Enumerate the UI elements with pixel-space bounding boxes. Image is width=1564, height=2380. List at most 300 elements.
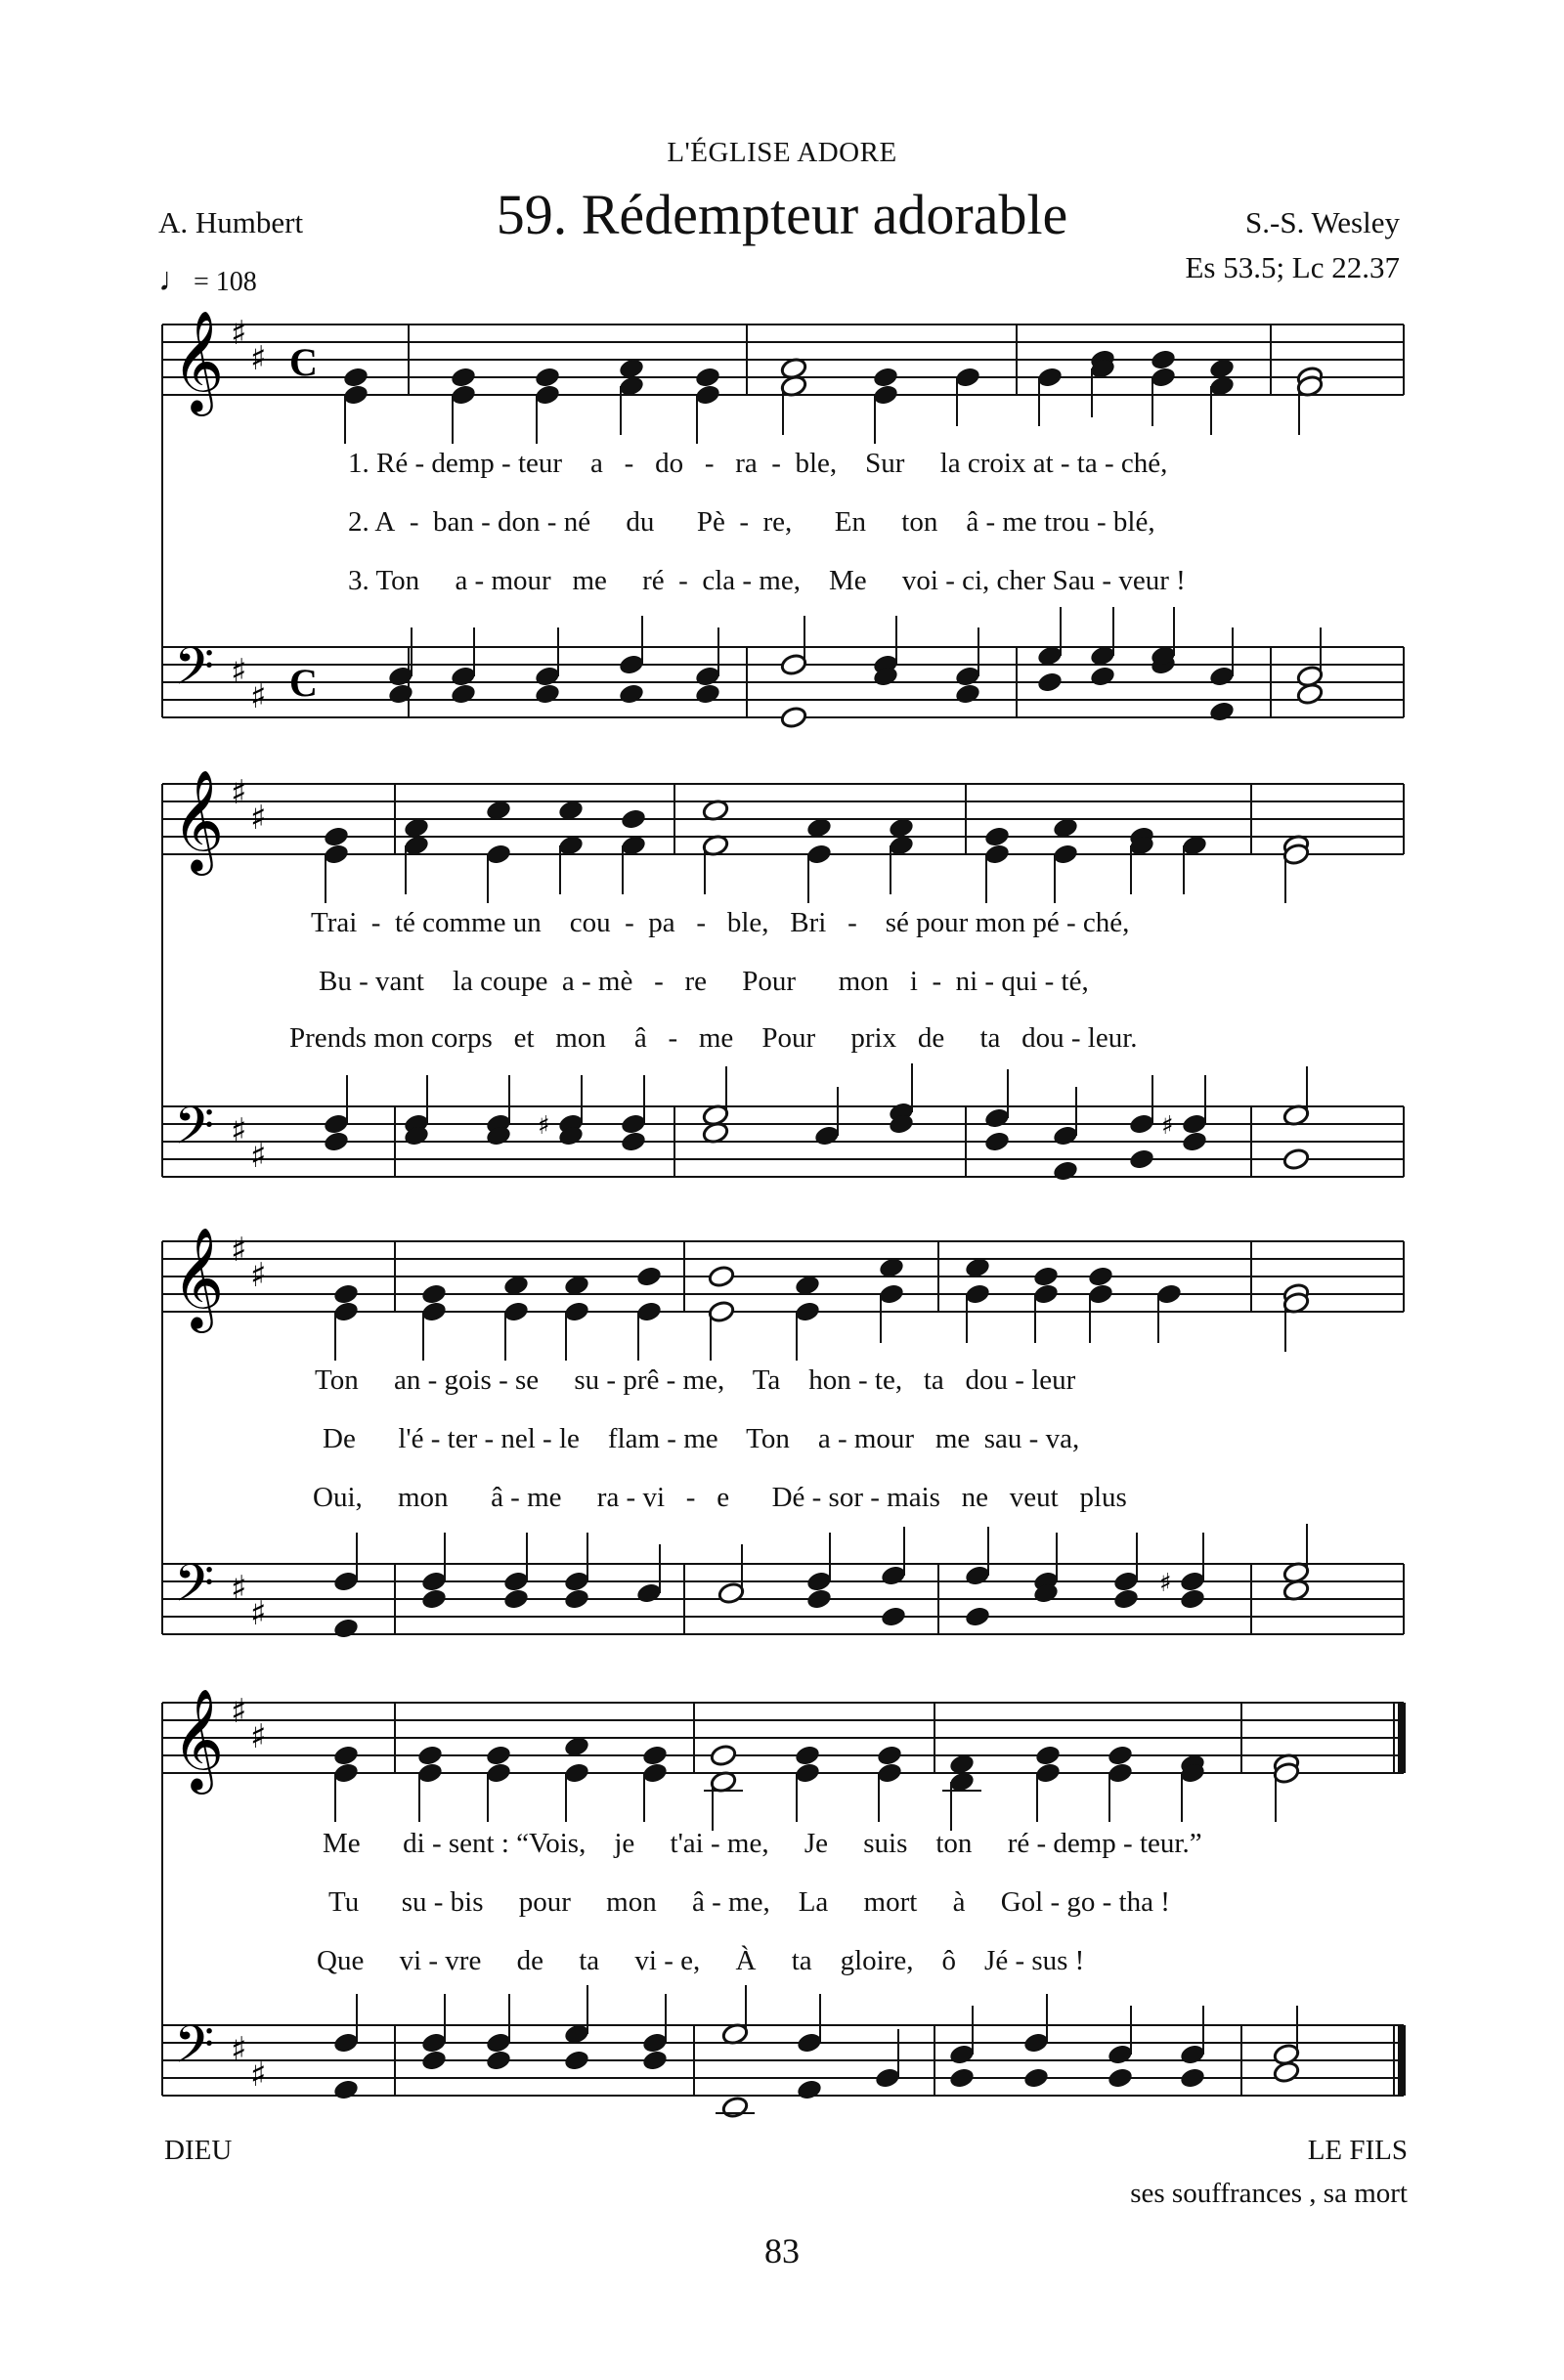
lyric-syllable: - bbox=[739, 506, 750, 538]
treble-chord bbox=[534, 366, 561, 444]
notehead bbox=[1181, 1130, 1208, 1153]
notehead bbox=[954, 366, 981, 389]
lyric-syllable: sau - va, bbox=[983, 1423, 1080, 1454]
bass-chord bbox=[534, 627, 561, 706]
notehead bbox=[450, 682, 477, 706]
lyric-syllable: la coupe bbox=[452, 966, 548, 997]
lyric-syllable: pour bbox=[518, 1886, 571, 1918]
lyric-syllable: ton bbox=[901, 506, 938, 538]
lyric-syllable: - bbox=[654, 966, 664, 997]
notehead bbox=[420, 2031, 448, 2055]
lyric-syllable: À bbox=[735, 1945, 757, 1976]
lyric-syllable: plus bbox=[1079, 1482, 1127, 1513]
notehead bbox=[1208, 700, 1236, 723]
lyric-syllable: Ton bbox=[315, 1364, 359, 1396]
lyric-syllable: La bbox=[798, 1886, 829, 1918]
lyric-syllable: - bbox=[625, 907, 634, 938]
lyric-syllable: Pour bbox=[742, 966, 797, 997]
bass-chord bbox=[420, 1994, 448, 2072]
key-signature-sharp: ♯ bbox=[250, 1594, 267, 1633]
treble-chord bbox=[876, 1744, 903, 1822]
lyric-syllable: je bbox=[614, 1828, 635, 1859]
notehead bbox=[805, 1570, 833, 1593]
treble-chord bbox=[635, 1265, 663, 1361]
notehead bbox=[323, 825, 350, 848]
treble-chord bbox=[502, 1274, 530, 1361]
key-signature-sharp: ♯ bbox=[250, 677, 267, 716]
key-signature-sharp: ♯ bbox=[231, 1692, 247, 1731]
notehead bbox=[485, 843, 512, 866]
notehead bbox=[878, 1282, 905, 1306]
bass-chord bbox=[1150, 607, 1177, 676]
lyric-syllable: di - sent : “Vois, bbox=[403, 1828, 586, 1859]
lyric-syllable: ô bbox=[941, 1945, 957, 1976]
lyric-syllable: - bbox=[932, 966, 942, 997]
notehead bbox=[1155, 1282, 1183, 1306]
notehead bbox=[874, 2066, 901, 2090]
lyric-syllable: dou - leur. bbox=[1021, 1022, 1138, 1054]
treble-chord bbox=[563, 1735, 590, 1822]
treble-chord bbox=[983, 825, 1011, 903]
treble-chord bbox=[563, 1274, 590, 1361]
bass-chord bbox=[387, 627, 414, 706]
bass-chord bbox=[1208, 627, 1236, 723]
lyric-syllable: Prends mon corps bbox=[289, 1022, 493, 1054]
notehead bbox=[1034, 1744, 1062, 1767]
lyric-syllable: ra - vi bbox=[596, 1482, 666, 1513]
key-signature-sharp: ♯ bbox=[231, 314, 247, 353]
treble-chord bbox=[1181, 834, 1208, 894]
lyric-syllable: mon bbox=[398, 1482, 449, 1513]
key-signature-sharp: ♯ bbox=[250, 339, 267, 378]
bass-chord bbox=[420, 1533, 448, 1611]
notehead bbox=[1036, 671, 1064, 694]
notehead bbox=[1112, 1570, 1140, 1593]
notehead bbox=[964, 1605, 991, 1628]
key-signature-sharp: ♯ bbox=[231, 773, 247, 812]
notehead bbox=[332, 1570, 360, 1593]
notehead bbox=[805, 843, 833, 866]
notehead bbox=[780, 706, 807, 729]
notehead bbox=[1036, 366, 1064, 389]
lyric-syllable: re bbox=[684, 966, 708, 997]
notehead bbox=[964, 1564, 991, 1587]
notehead bbox=[794, 1761, 821, 1785]
bass-chord bbox=[1128, 1075, 1155, 1171]
lyric-syllable: Jé - sus ! bbox=[984, 1945, 1085, 1976]
bass-chord bbox=[1282, 1066, 1310, 1171]
notehead bbox=[323, 843, 350, 866]
lyric-syllable: mon bbox=[838, 966, 890, 997]
notehead bbox=[534, 366, 561, 389]
lyric-syllable: - bbox=[847, 907, 857, 938]
notehead bbox=[876, 1761, 903, 1785]
notehead bbox=[1107, 1744, 1134, 1767]
treble-clef-icon: 𝄞 bbox=[172, 1227, 225, 1329]
notehead bbox=[964, 1282, 991, 1306]
notehead bbox=[387, 665, 414, 688]
treble-chord bbox=[332, 1744, 360, 1822]
notehead bbox=[332, 2031, 360, 2055]
notehead bbox=[1089, 665, 1116, 688]
lyric-syllable: Bu - vant bbox=[319, 966, 424, 997]
lyric-syllable: veut bbox=[1009, 1482, 1059, 1513]
lyric-line bbox=[319, 966, 1089, 998]
lyric-syllable: mon bbox=[555, 1022, 606, 1054]
notehead bbox=[983, 825, 1011, 848]
lyric-syllable: ta bbox=[579, 1945, 600, 1976]
notehead bbox=[332, 2078, 360, 2101]
lyric-line bbox=[328, 1886, 1170, 1919]
lyric-line bbox=[289, 1022, 1138, 1055]
notehead bbox=[780, 653, 807, 676]
lyric-syllable: flam - me bbox=[607, 1423, 718, 1454]
notehead bbox=[534, 665, 561, 688]
notehead bbox=[694, 383, 721, 407]
notehead bbox=[1112, 1587, 1140, 1611]
lyric-syllable: cla - me, bbox=[702, 565, 801, 596]
composer-name: A. Humbert bbox=[158, 205, 304, 239]
notehead bbox=[635, 1300, 663, 1323]
notehead bbox=[1107, 2066, 1134, 2090]
lyric-syllable: Sur bbox=[865, 448, 905, 479]
lyric-syllable: voi - ci, cher Sau - veur ! bbox=[901, 565, 1186, 596]
bass-chord bbox=[485, 1994, 512, 2072]
lyric-syllable: Bri bbox=[790, 907, 827, 938]
notehead bbox=[420, 2049, 448, 2072]
notehead bbox=[708, 1300, 735, 1323]
treble-chord bbox=[1032, 1265, 1060, 1343]
bass-chord bbox=[1179, 2006, 1206, 2090]
notehead bbox=[1052, 843, 1079, 866]
notehead bbox=[635, 1581, 663, 1605]
notehead bbox=[880, 1605, 907, 1628]
lyric-syllable: â - me, bbox=[691, 1886, 770, 1918]
verse-number: 2. bbox=[348, 506, 369, 538]
lyric-syllable: Trai bbox=[311, 907, 358, 938]
notehead bbox=[620, 807, 647, 831]
lyric-syllable: Ta bbox=[752, 1364, 781, 1396]
notehead bbox=[1087, 1282, 1114, 1306]
treble-chord bbox=[794, 1274, 821, 1361]
bass-chord bbox=[563, 1533, 590, 1611]
tempo-value: = 108 bbox=[194, 267, 257, 297]
lyric-syllable: - bbox=[704, 448, 715, 479]
treble-chord bbox=[1128, 825, 1155, 894]
notehead bbox=[954, 665, 981, 688]
lyric-syllable: à bbox=[952, 1886, 966, 1918]
sharp-accidental-icon: ♯ bbox=[1159, 1569, 1172, 1598]
bass-chord bbox=[618, 616, 645, 706]
notehead bbox=[563, 1300, 590, 1323]
treble-chord bbox=[1273, 1753, 1300, 1822]
lyric-syllable: pa bbox=[648, 907, 675, 938]
treble-chord bbox=[485, 799, 512, 903]
lyric-line bbox=[348, 565, 1186, 597]
lyric-syllable: mon bbox=[606, 1886, 657, 1918]
treble-chord bbox=[1089, 348, 1116, 417]
bass-chord bbox=[502, 1533, 530, 1611]
quarter-note-icon: ♩ bbox=[158, 262, 192, 298]
lyric-syllable: a - mour bbox=[817, 1423, 915, 1454]
lyric-syllable: ta bbox=[979, 1022, 1001, 1054]
treble-chord bbox=[704, 1744, 743, 1831]
lyric-syllable: - bbox=[624, 448, 634, 479]
notehead bbox=[796, 2078, 823, 2101]
bass-chord bbox=[1052, 1087, 1079, 1183]
lyric-syllable: vi - vre bbox=[399, 1945, 482, 1976]
treble-chord bbox=[708, 1265, 735, 1361]
treble-notes bbox=[332, 1256, 1310, 1361]
lyric-syllable: de bbox=[917, 1022, 945, 1054]
lyric-syllable: Pour bbox=[761, 1022, 816, 1054]
treble-clef-icon: 𝄞 bbox=[172, 310, 225, 412]
notehead bbox=[420, 1300, 448, 1323]
treble-chord bbox=[485, 1744, 512, 1822]
lyric-syllable: dou - leur bbox=[965, 1364, 1076, 1396]
lyric-syllable: - bbox=[678, 565, 688, 596]
bass-staff bbox=[162, 1106, 1404, 1177]
bass-clef-icon: 𝄢 bbox=[174, 637, 215, 710]
lyric-syllable: â - me trou - blé, bbox=[966, 506, 1155, 538]
lyric-syllable: su - bis bbox=[401, 1886, 484, 1918]
notehead bbox=[1179, 1570, 1206, 1593]
scripture-reference: Es 53.5; Lc 22.37 bbox=[1185, 250, 1400, 284]
notehead bbox=[983, 1106, 1011, 1130]
treble-chord bbox=[964, 1256, 991, 1343]
lyric-syllable: Pè bbox=[696, 506, 725, 538]
treble-chord bbox=[878, 1256, 905, 1343]
treble-chord bbox=[420, 1282, 448, 1361]
bass-chord bbox=[813, 1087, 841, 1147]
bass-chord bbox=[1036, 607, 1064, 694]
lyric-syllable: a bbox=[590, 448, 603, 479]
notehead bbox=[485, 2031, 512, 2055]
lyric-syllable: et bbox=[513, 1022, 535, 1054]
notehead bbox=[1179, 2066, 1206, 2090]
notehead bbox=[954, 682, 981, 706]
footer-topic-label: LE FILS bbox=[1307, 2135, 1408, 2166]
lyric-syllable: - bbox=[668, 1022, 678, 1054]
lyric-syllable: Me bbox=[323, 1828, 361, 1859]
notehead bbox=[502, 1300, 530, 1323]
time-signature-common: C bbox=[289, 661, 318, 705]
notehead bbox=[1179, 2043, 1206, 2066]
bass-chord bbox=[635, 1544, 663, 1605]
lyric-syllable: vi - e, bbox=[634, 1945, 701, 1976]
lyric-syllable: ta bbox=[923, 1364, 944, 1396]
treble-clef-icon: 𝄞 bbox=[172, 1688, 225, 1791]
notehead bbox=[1128, 1112, 1155, 1136]
time-signature-common: C bbox=[289, 340, 318, 384]
sharp-accidental-icon: ♯ bbox=[1161, 1111, 1174, 1141]
treble-chord bbox=[557, 799, 585, 894]
bass-chord bbox=[717, 1544, 745, 1605]
notehead bbox=[983, 843, 1011, 866]
bass-chord bbox=[948, 2006, 976, 2090]
treble-staff bbox=[162, 784, 1404, 854]
bass-notes bbox=[387, 607, 1324, 729]
final-barline bbox=[1398, 1703, 1406, 1773]
notehead bbox=[1052, 1124, 1079, 1147]
notehead bbox=[1107, 1761, 1134, 1785]
lyric-line bbox=[315, 1364, 1075, 1397]
final-barline bbox=[1398, 2025, 1406, 2096]
bass-chord bbox=[888, 1063, 915, 1136]
bass-chord bbox=[872, 616, 899, 688]
treble-chord bbox=[794, 1744, 821, 1822]
notehead bbox=[694, 682, 721, 706]
notehead bbox=[813, 1124, 841, 1147]
treble-chord bbox=[694, 366, 721, 444]
lyric-syllable: ble, bbox=[726, 907, 769, 938]
bass-chord bbox=[954, 627, 981, 706]
notehead bbox=[502, 1587, 530, 1611]
bass-chord bbox=[780, 616, 807, 729]
treble-notes bbox=[332, 1735, 1300, 1831]
lyric-syllable: suis bbox=[863, 1828, 908, 1859]
notehead bbox=[534, 682, 561, 706]
lyric-syllable: Ré - demp - teur bbox=[376, 448, 563, 479]
notehead bbox=[420, 1282, 448, 1306]
lyric-syllable: t'ai - me, bbox=[670, 1828, 769, 1859]
lyric-syllable: â - me bbox=[491, 1482, 562, 1513]
treble-chord bbox=[416, 1744, 444, 1822]
treble-chord bbox=[1107, 1744, 1134, 1822]
bass-chord bbox=[1112, 1533, 1140, 1611]
notehead bbox=[635, 1265, 663, 1288]
notehead bbox=[342, 366, 369, 389]
notehead bbox=[485, 2049, 512, 2072]
lyric-line bbox=[317, 1945, 1084, 1977]
bass-chord bbox=[1296, 627, 1324, 706]
notehead bbox=[563, 1587, 590, 1611]
notehead bbox=[794, 1300, 821, 1323]
key-signature-sharp: ♯ bbox=[250, 799, 267, 838]
lyric-syllable: do bbox=[655, 448, 684, 479]
lyric-syllable: hon - te, bbox=[808, 1364, 903, 1396]
lyric-syllable: a - mè bbox=[561, 966, 633, 997]
lyric-syllable: de bbox=[516, 1945, 543, 1976]
lyric-syllable: té comme un bbox=[394, 907, 542, 938]
footer-subtopic-label: ses souffrances , sa mort bbox=[1130, 2178, 1408, 2209]
notehead bbox=[618, 682, 645, 706]
treble-chord bbox=[702, 799, 729, 894]
notehead bbox=[1296, 682, 1324, 706]
notehead bbox=[332, 1761, 360, 1785]
bass-chord bbox=[796, 1994, 823, 2101]
notehead bbox=[450, 665, 477, 688]
notehead bbox=[563, 1761, 590, 1785]
notehead bbox=[641, 1761, 669, 1785]
lyric-syllable: Ton bbox=[375, 565, 420, 596]
notehead bbox=[620, 1130, 647, 1153]
notehead bbox=[1034, 1761, 1062, 1785]
notehead bbox=[420, 1570, 448, 1593]
bass-chord bbox=[332, 1533, 360, 1640]
notehead bbox=[332, 1744, 360, 1767]
lyric-syllable: De bbox=[323, 1423, 356, 1454]
page-number: 83 bbox=[764, 2231, 800, 2271]
key-signature-sharp: ♯ bbox=[250, 1256, 267, 1295]
notehead bbox=[872, 383, 899, 407]
lyric-line bbox=[323, 1423, 1079, 1455]
treble-chord bbox=[1282, 834, 1310, 903]
verse-number: 1. bbox=[348, 448, 369, 479]
notehead bbox=[387, 682, 414, 706]
notehead bbox=[694, 665, 721, 688]
bass-chord bbox=[1107, 2006, 1134, 2090]
notehead bbox=[420, 1587, 448, 1611]
treble-chord bbox=[620, 807, 647, 894]
lyric-syllable: me bbox=[934, 1423, 971, 1454]
key-signature-sharp: ♯ bbox=[250, 1717, 267, 1756]
bass-clef-icon: 𝄢 bbox=[174, 1554, 215, 1626]
bass-chord bbox=[805, 1533, 833, 1611]
treble-chord bbox=[1034, 1744, 1062, 1822]
key-signature-sharp: ♯ bbox=[231, 1569, 247, 1608]
lyric-syllable: - bbox=[409, 506, 419, 538]
lyric-syllable: i bbox=[909, 966, 918, 997]
lyric-syllable: - bbox=[685, 1482, 696, 1513]
lyric-syllable: ton bbox=[935, 1828, 973, 1859]
lyric-line bbox=[311, 907, 1129, 939]
notehead bbox=[485, 1744, 512, 1767]
notehead bbox=[794, 1744, 821, 1767]
lyric-syllable: Ton bbox=[746, 1423, 790, 1454]
treble-chord bbox=[1296, 366, 1324, 435]
bass-chord bbox=[1032, 1533, 1060, 1605]
notehead bbox=[618, 653, 645, 676]
treble-chord bbox=[1179, 1753, 1206, 1822]
bass-chord bbox=[1273, 2006, 1300, 2084]
key-signature-sharp: ♯ bbox=[250, 1137, 267, 1176]
notehead bbox=[1150, 366, 1177, 389]
treble-chord bbox=[332, 1282, 360, 1361]
lyric-syllable: l'é - ter - nel - le bbox=[398, 1423, 580, 1454]
notehead bbox=[563, 2049, 590, 2072]
key-signature-sharp: ♯ bbox=[231, 652, 247, 691]
notehead bbox=[983, 1130, 1011, 1153]
notehead bbox=[1022, 2066, 1050, 2090]
notehead bbox=[872, 366, 899, 389]
lyric-syllable: Je bbox=[804, 1828, 828, 1859]
notehead bbox=[416, 1744, 444, 1767]
notehead bbox=[1181, 1112, 1208, 1136]
bass-chord bbox=[983, 1069, 1011, 1153]
notehead bbox=[1107, 2043, 1134, 2066]
notehead bbox=[708, 1265, 735, 1288]
lyric-syllable: ne bbox=[961, 1482, 989, 1513]
lyric-syllable: Tu bbox=[328, 1886, 360, 1918]
notehead bbox=[332, 1617, 360, 1640]
lyric-syllable: ban - don - né bbox=[433, 506, 591, 538]
bass-clef-icon: 𝄢 bbox=[174, 2015, 215, 2088]
lyric-syllable: ré bbox=[642, 565, 665, 596]
treble-chord bbox=[872, 366, 899, 444]
bass-chord bbox=[716, 1985, 755, 2119]
lyric-syllable: re, bbox=[762, 506, 793, 538]
sharp-accidental-icon: ♯ bbox=[538, 1111, 550, 1141]
treble-clef-icon: 𝄞 bbox=[172, 769, 225, 872]
notehead bbox=[1282, 1147, 1310, 1171]
notehead bbox=[1273, 2060, 1300, 2084]
footer-section-label: DIEU bbox=[164, 2135, 233, 2166]
lyric-syllable: cou bbox=[569, 907, 611, 938]
treble-chord bbox=[805, 816, 833, 903]
notehead bbox=[1032, 1265, 1060, 1288]
bass-chord bbox=[1022, 1994, 1050, 2090]
